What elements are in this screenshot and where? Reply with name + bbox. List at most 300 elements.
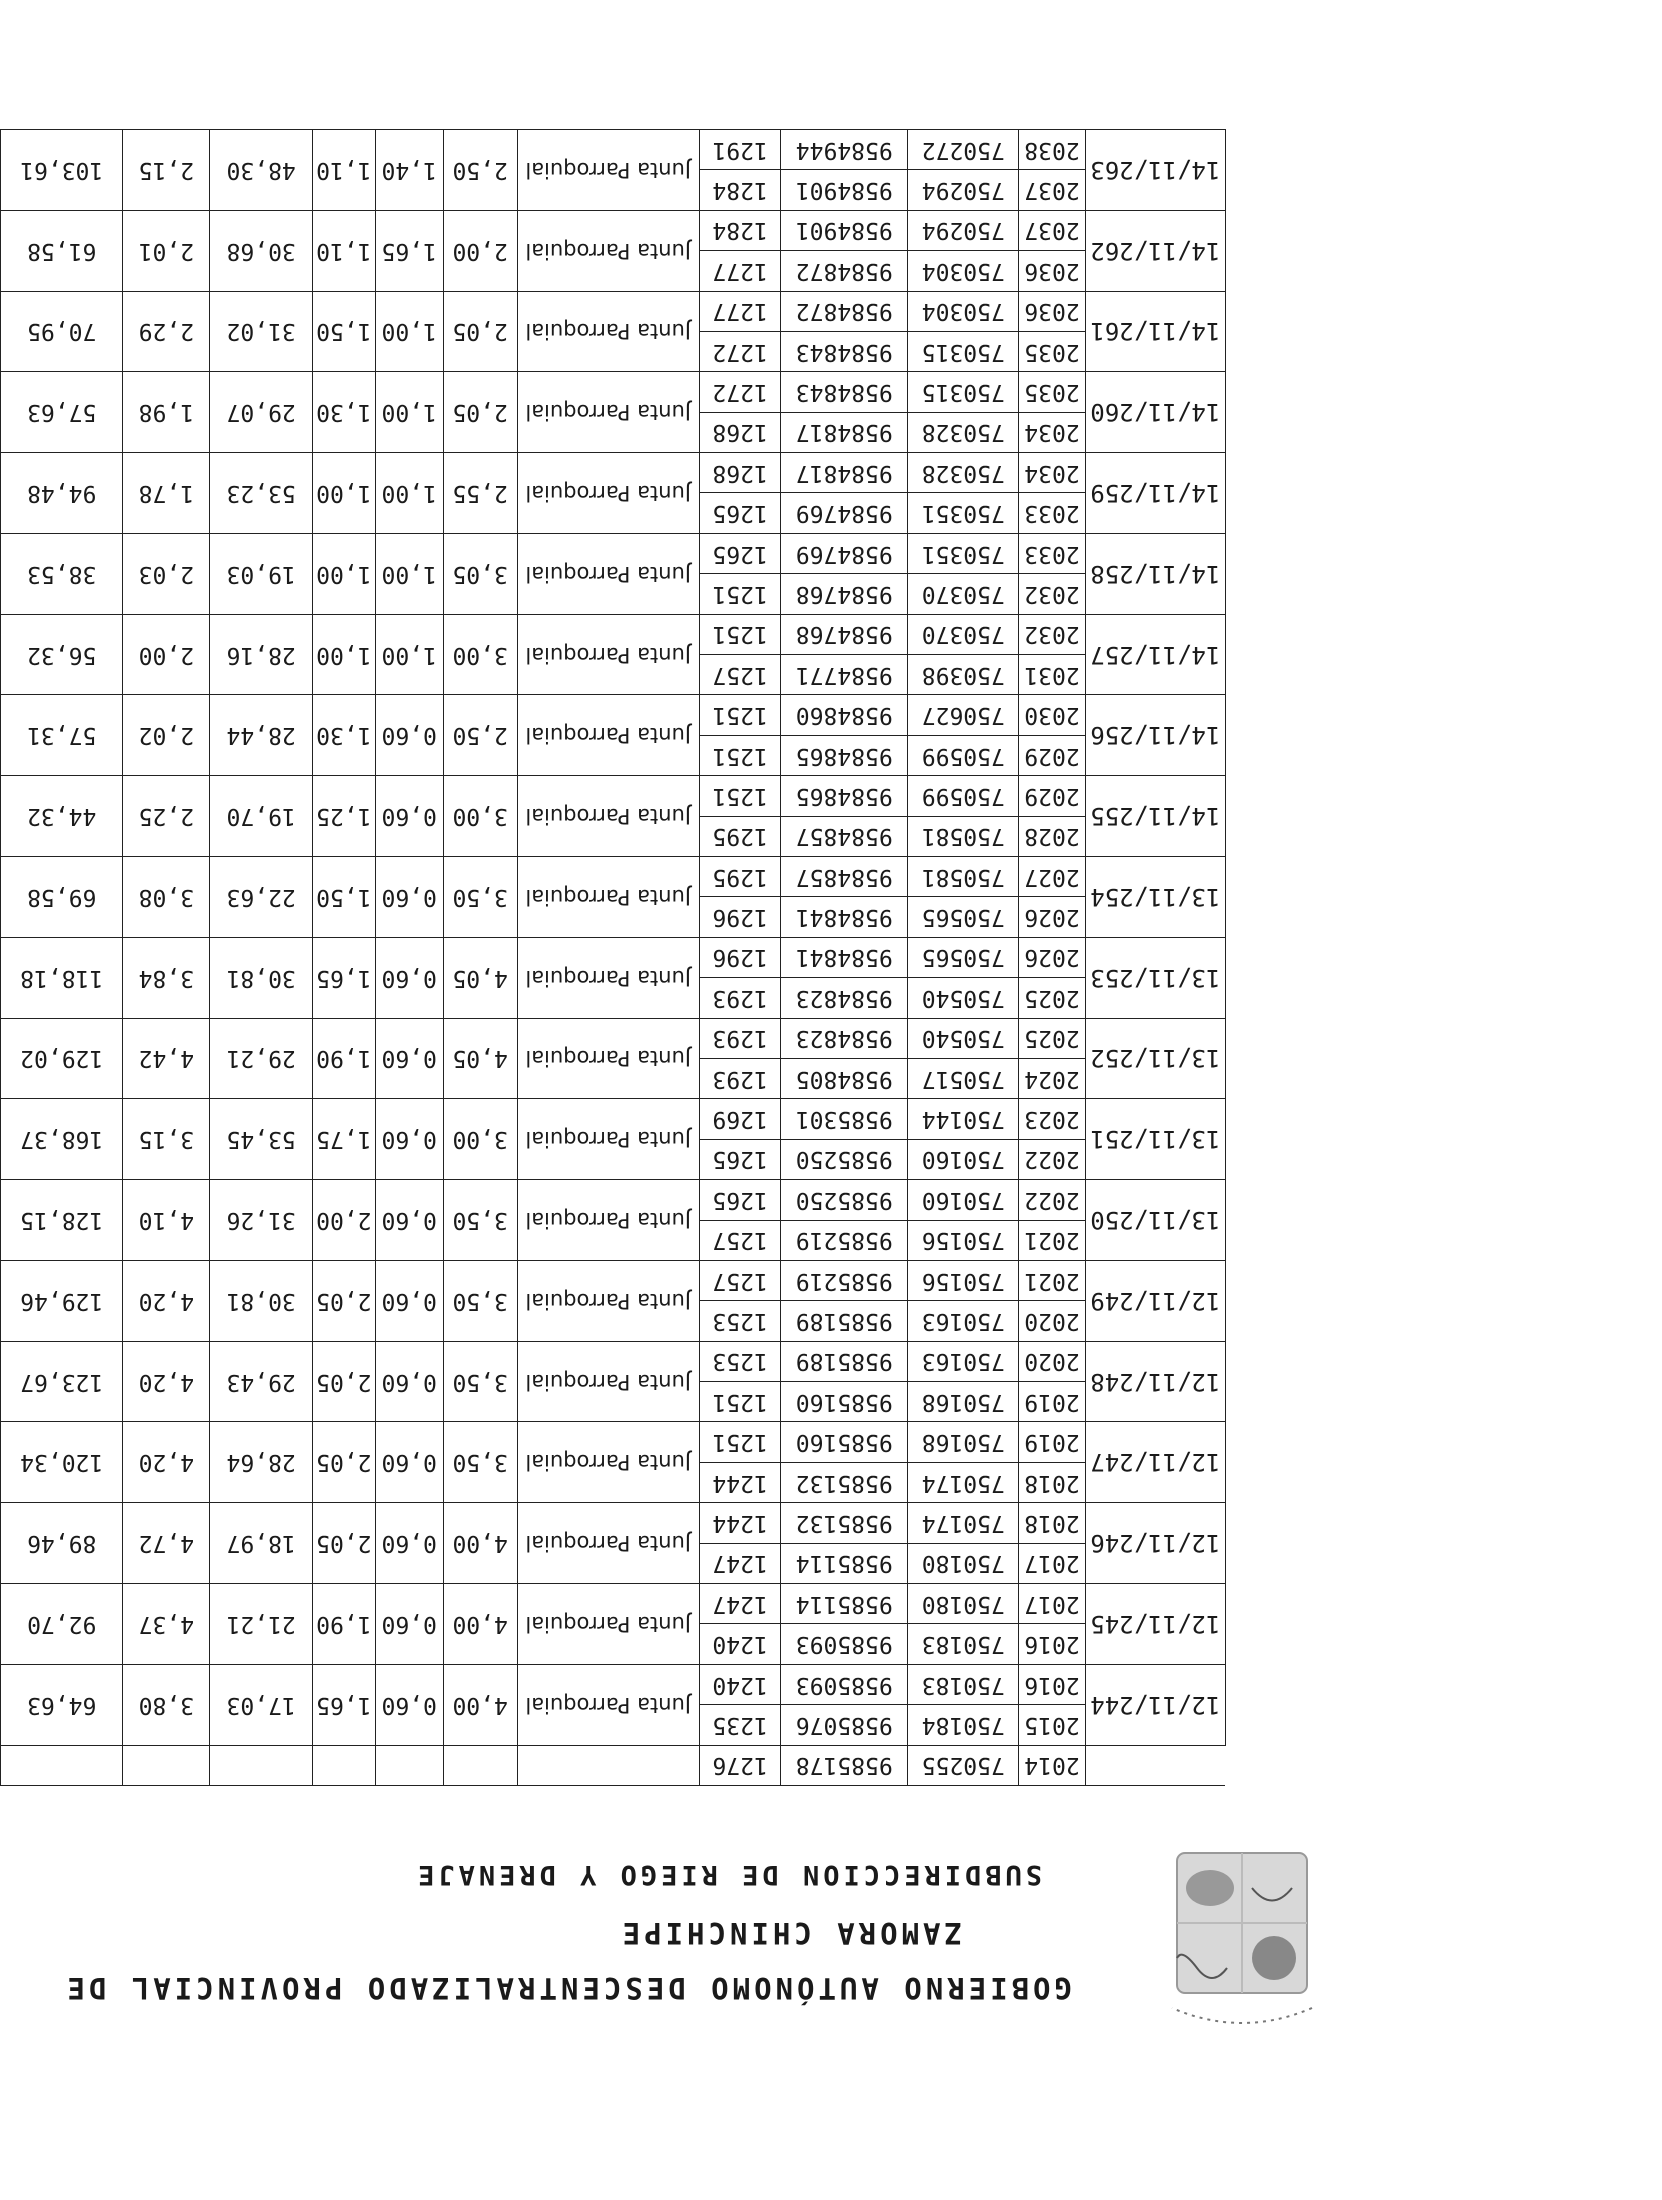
value-1: 3,50: [443, 1422, 517, 1503]
coord-y: 9585189: [781, 1301, 908, 1341]
value-3: 1,00: [313, 533, 376, 614]
value-3: 1,10: [313, 210, 376, 291]
value-1: 4,00: [443, 1584, 517, 1665]
point-id: 2026: [1019, 937, 1085, 977]
blank-cell: [210, 1745, 313, 1785]
blank-cell: [123, 1745, 210, 1785]
segment-code: 12/11/249: [1085, 1260, 1225, 1341]
value-4: 17,03: [210, 1664, 313, 1745]
coord-y: 9584771: [781, 655, 908, 695]
blank-cell: [313, 1745, 376, 1785]
elevation: 1251: [700, 735, 781, 775]
value-6: 118,18: [1, 937, 123, 1018]
header-line-3: SUBDIRECCION DE RIEGO Y DRENAJE: [414, 1859, 1042, 1890]
elevation: 1253: [700, 1341, 781, 1381]
coord-x: 750581: [908, 816, 1019, 856]
coord-x: 750398: [908, 655, 1019, 695]
value-6: 44,32: [1, 776, 123, 857]
segment-code: 14/11/261: [1085, 291, 1225, 372]
point-id: 2025: [1019, 1018, 1085, 1058]
table-row: [1, 170, 1226, 210]
value-5: 1,78: [123, 453, 210, 534]
coord-x: 750304: [908, 291, 1019, 331]
elevation: 1251: [700, 695, 781, 735]
institution: Junta Parroquial: [517, 1422, 699, 1503]
coord-x: 750581: [908, 857, 1019, 897]
coord-x: 750184: [908, 1705, 1019, 1745]
segment-code: 14/11/263: [1085, 129, 1225, 210]
coord-x: 750183: [908, 1664, 1019, 1704]
segment-code: 13/11/250: [1085, 1180, 1225, 1261]
coord-y: 9584823: [781, 1018, 908, 1058]
coord-x: 750156: [908, 1220, 1019, 1260]
segment-code: 14/11/260: [1085, 372, 1225, 453]
coord-y: 9585132: [781, 1462, 908, 1502]
institution: Junta Parroquial: [517, 1664, 699, 1745]
institution: Junta Parroquial: [517, 1180, 699, 1261]
value-5: 3,80: [123, 1664, 210, 1745]
value-1: 3,00: [443, 776, 517, 857]
institution: Junta Parroquial: [517, 1018, 699, 1099]
point-id: 2020: [1019, 1341, 1085, 1381]
coord-y: 9585301: [781, 1099, 908, 1139]
table-row: [1, 1220, 1226, 1260]
table-row: [1, 1745, 1226, 1785]
institution: Junta Parroquial: [517, 1099, 699, 1180]
value-2: 0,60: [375, 857, 443, 938]
value-5: 2,29: [123, 291, 210, 372]
elevation: 1235: [700, 1705, 781, 1745]
point-id: 2034: [1019, 453, 1085, 493]
coord-y: 9584865: [781, 735, 908, 775]
coord-y: 9584843: [781, 372, 908, 412]
table-row: [1, 1382, 1226, 1422]
value-6: 89,46: [1, 1503, 123, 1584]
value-2: 1,00: [375, 291, 443, 372]
value-4: 29,43: [210, 1341, 313, 1422]
coord-y: 9584944: [781, 129, 908, 169]
point-id: 2029: [1019, 776, 1085, 816]
coord-x: 750255: [908, 1745, 1019, 1785]
value-4: 28,64: [210, 1422, 313, 1503]
value-2: 0,60: [375, 1584, 443, 1665]
table-row: [1, 1139, 1226, 1179]
coord-x: 750294: [908, 170, 1019, 210]
coord-y: 9585160: [781, 1422, 908, 1462]
value-4: 28,44: [210, 695, 313, 776]
value-1: 3,50: [443, 1341, 517, 1422]
point-id: 2021: [1019, 1220, 1085, 1260]
institution: Junta Parroquial: [517, 776, 699, 857]
elevation: 1272: [700, 372, 781, 412]
elevation: 1284: [700, 210, 781, 250]
coord-x: 750163: [908, 1341, 1019, 1381]
table-row: [1, 816, 1226, 856]
coord-y: 9584860: [781, 695, 908, 735]
table-row: [1, 1624, 1226, 1664]
segment-code: 13/11/251: [1085, 1099, 1225, 1180]
value-4: 22,63: [210, 857, 313, 938]
coord-y: 9585132: [781, 1503, 908, 1543]
value-2: 0,60: [375, 776, 443, 857]
segment-code: 14/11/259: [1085, 453, 1225, 534]
value-3: 1,90: [313, 1018, 376, 1099]
segment-code: 12/11/245: [1085, 1584, 1225, 1665]
coord-y: 9585219: [781, 1220, 908, 1260]
point-id: 2033: [1019, 493, 1085, 533]
coord-y: 9585160: [781, 1382, 908, 1422]
value-2: 0,60: [375, 1503, 443, 1584]
value-4: 28,16: [210, 614, 313, 695]
elevation: 1265: [700, 1139, 781, 1179]
value-3: 1,90: [313, 1584, 376, 1665]
point-id: 2035: [1019, 372, 1085, 412]
point-id: 2022: [1019, 1139, 1085, 1179]
value-1: 2,00: [443, 210, 517, 291]
coord-x: 750160: [908, 1180, 1019, 1220]
segment-code: 13/11/252: [1085, 1018, 1225, 1099]
value-5: 4,20: [123, 1260, 210, 1341]
segment-code: 12/11/248: [1085, 1341, 1225, 1422]
point-id: 2038: [1019, 129, 1085, 169]
elevation: 1276: [700, 1745, 781, 1785]
elevation: 1272: [700, 331, 781, 371]
value-1: 3,05: [443, 533, 517, 614]
value-3: 2,05: [313, 1422, 376, 1503]
elevation: 1291: [700, 129, 781, 169]
institution: Junta Parroquial: [517, 1584, 699, 1665]
value-3: 1,30: [313, 695, 376, 776]
coord-x: 750517: [908, 1058, 1019, 1098]
coord-y: 9584841: [781, 937, 908, 977]
value-6: 129,46: [1, 1260, 123, 1341]
point-id: 2024: [1019, 1058, 1085, 1098]
value-3: 1,50: [313, 291, 376, 372]
value-4: 31,02: [210, 291, 313, 372]
value-5: 4,42: [123, 1018, 210, 1099]
value-1: 2,05: [443, 372, 517, 453]
point-id: 2032: [1019, 614, 1085, 654]
point-id: 2032: [1019, 574, 1085, 614]
point-id: 2017: [1019, 1584, 1085, 1624]
institution: Junta Parroquial: [517, 695, 699, 776]
table-row: [1, 493, 1226, 533]
elevation: 1277: [700, 251, 781, 291]
coord-x: 750156: [908, 1260, 1019, 1300]
value-5: 4,72: [123, 1503, 210, 1584]
value-2: 0,60: [375, 937, 443, 1018]
survey-table: [0, 129, 1226, 1786]
point-id: 2034: [1019, 412, 1085, 452]
elevation: 1244: [700, 1503, 781, 1543]
value-3: 1,65: [313, 1664, 376, 1745]
institution: Junta Parroquial: [517, 372, 699, 453]
value-2: 1,00: [375, 614, 443, 695]
value-3: 1,00: [313, 614, 376, 695]
elevation: 1257: [700, 1260, 781, 1300]
coord-x: 750315: [908, 331, 1019, 371]
elevation: 1265: [700, 533, 781, 573]
segment-code: 14/11/255: [1085, 776, 1225, 857]
coord-y: 9584901: [781, 170, 908, 210]
coord-x: 750315: [908, 372, 1019, 412]
institution: Junta Parroquial: [517, 1503, 699, 1584]
table-row: [1, 978, 1226, 1018]
value-3: 1,50: [313, 857, 376, 938]
elevation: 1251: [700, 574, 781, 614]
value-3: 1,10: [313, 129, 376, 210]
elevation: 1296: [700, 937, 781, 977]
value-5: 2,01: [123, 210, 210, 291]
segment-code: 14/11/258: [1085, 533, 1225, 614]
value-6: 92,70: [1, 1584, 123, 1665]
value-6: 168,37: [1, 1099, 123, 1180]
coord-x: 750351: [908, 493, 1019, 533]
coord-x: 750294: [908, 210, 1019, 250]
value-6: 57,31: [1, 695, 123, 776]
segment-code: 14/11/262: [1085, 210, 1225, 291]
value-2: 1,65: [375, 210, 443, 291]
point-id: 2031: [1019, 655, 1085, 695]
value-2: 0,60: [375, 1341, 443, 1422]
letterhead: [63, 1820, 1332, 2050]
elevation: 1251: [700, 1422, 781, 1462]
point-id: 2035: [1019, 331, 1085, 371]
value-5: 4,10: [123, 1180, 210, 1261]
value-6: 57,63: [1, 372, 123, 453]
point-id: 2017: [1019, 1543, 1085, 1583]
point-id: 2029: [1019, 735, 1085, 775]
coord-y: 9585250: [781, 1180, 908, 1220]
value-1: 3,50: [443, 1260, 517, 1341]
value-3: 1,65: [313, 937, 376, 1018]
coord-y: 9585093: [781, 1664, 908, 1704]
point-id: 2030: [1019, 695, 1085, 735]
value-3: 2,05: [313, 1260, 376, 1341]
elevation: 1257: [700, 655, 781, 695]
table-row: [1, 331, 1226, 371]
coord-x: 750168: [908, 1382, 1019, 1422]
value-2: 0,60: [375, 1018, 443, 1099]
table-row: [1, 655, 1226, 695]
value-6: 123,67: [1, 1341, 123, 1422]
value-1: 3,00: [443, 1099, 517, 1180]
elevation: 1268: [700, 412, 781, 452]
segment-code: 12/11/247: [1085, 1422, 1225, 1503]
value-6: 70,95: [1, 291, 123, 372]
value-5: 4,20: [123, 1341, 210, 1422]
coord-y: 9584857: [781, 816, 908, 856]
institution: Junta Parroquial: [517, 937, 699, 1018]
value-6: 94,48: [1, 453, 123, 534]
provincial-seal-icon: [1152, 1838, 1332, 2038]
value-2: 1,00: [375, 372, 443, 453]
point-id: 2025: [1019, 978, 1085, 1018]
table-row: [1, 735, 1226, 775]
coord-y: 9585114: [781, 1543, 908, 1583]
value-1: 4,05: [443, 1018, 517, 1099]
value-2: 0,60: [375, 1180, 443, 1261]
elevation: 1247: [700, 1584, 781, 1624]
elevation: 1265: [700, 493, 781, 533]
coord-y: 9584769: [781, 533, 908, 573]
point-id: 2027: [1019, 857, 1085, 897]
point-id: 2016: [1019, 1624, 1085, 1664]
table-row: [1, 251, 1226, 291]
coord-y: 9584843: [781, 331, 908, 371]
table-row: [1, 1543, 1226, 1583]
point-id: 2015: [1019, 1705, 1085, 1745]
point-id: 2016: [1019, 1664, 1085, 1704]
value-4: 21,21: [210, 1584, 313, 1665]
coord-x: 750174: [908, 1503, 1019, 1543]
value-6: 129,02: [1, 1018, 123, 1099]
value-2: 0,60: [375, 1422, 443, 1503]
value-3: 1,00: [313, 453, 376, 534]
value-4: 19,03: [210, 533, 313, 614]
point-id: 2023: [1019, 1099, 1085, 1139]
elevation: 1268: [700, 453, 781, 493]
elevation: 1284: [700, 170, 781, 210]
coord-y: 9584872: [781, 291, 908, 331]
coord-y: 9584857: [781, 857, 908, 897]
coord-y: 9584901: [781, 210, 908, 250]
coord-y: 9584865: [781, 776, 908, 816]
elevation: 1293: [700, 1018, 781, 1058]
coord-y: 9584841: [781, 897, 908, 937]
coord-x: 750627: [908, 695, 1019, 735]
coord-y: 9585189: [781, 1341, 908, 1381]
segment-code: 12/11/244: [1085, 1664, 1225, 1745]
value-4: 30,68: [210, 210, 313, 291]
value-2: 0,60: [375, 1260, 443, 1341]
coord-y: 9584768: [781, 614, 908, 654]
elevation: 1240: [700, 1664, 781, 1704]
segment-code: 13/11/253: [1085, 937, 1225, 1018]
value-5: 2,02: [123, 695, 210, 776]
coord-x: 750168: [908, 1422, 1019, 1462]
value-1: 4,00: [443, 1503, 517, 1584]
header-line-2: ZAMORA CHINCHIPE: [618, 1916, 962, 1950]
point-id: 2036: [1019, 251, 1085, 291]
coord-x: 750540: [908, 1018, 1019, 1058]
value-4: 30,81: [210, 1260, 313, 1341]
value-4: 19,70: [210, 776, 313, 857]
elevation: 1244: [700, 1462, 781, 1502]
institution: Junta Parroquial: [517, 614, 699, 695]
value-1: 2,50: [443, 695, 517, 776]
coord-x: 750180: [908, 1543, 1019, 1583]
point-id: 2028: [1019, 816, 1085, 856]
value-4: 48,30: [210, 129, 313, 210]
value-5: 4,37: [123, 1584, 210, 1665]
value-2: 1,00: [375, 533, 443, 614]
coord-y: 9585250: [781, 1139, 908, 1179]
elevation: 1295: [700, 857, 781, 897]
value-4: 53,23: [210, 453, 313, 534]
coord-x: 750370: [908, 574, 1019, 614]
coord-y: 9584823: [781, 978, 908, 1018]
coord-x: 750565: [908, 937, 1019, 977]
institution: Junta Parroquial: [517, 453, 699, 534]
elevation: 1293: [700, 1058, 781, 1098]
value-5: 2,00: [123, 614, 210, 695]
point-id: 2037: [1019, 210, 1085, 250]
institution: Junta Parroquial: [517, 857, 699, 938]
coord-x: 750328: [908, 453, 1019, 493]
segment-code: 12/11/246: [1085, 1503, 1225, 1584]
value-3: 1,75: [313, 1099, 376, 1180]
value-3: 1,25: [313, 776, 376, 857]
coord-y: 9585219: [781, 1260, 908, 1300]
institution: Junta Parroquial: [517, 1341, 699, 1422]
value-6: 61,58: [1, 210, 123, 291]
value-6: 56,32: [1, 614, 123, 695]
point-id: 2021: [1019, 1260, 1085, 1300]
value-3: 2,00: [313, 1180, 376, 1261]
table-row: [1, 1462, 1226, 1502]
elevation: 1251: [700, 1382, 781, 1422]
value-6: 103,61: [1, 129, 123, 210]
group-cell-empty: [1085, 1745, 1225, 1785]
value-5: 4,20: [123, 1422, 210, 1503]
coord-y: 9585178: [781, 1745, 908, 1785]
coord-x: 750370: [908, 614, 1019, 654]
coord-x: 750144: [908, 1099, 1019, 1139]
value-1: 3,50: [443, 1180, 517, 1261]
elevation: 1257: [700, 1220, 781, 1260]
value-5: 3,84: [123, 937, 210, 1018]
value-6: 64,63: [1, 1664, 123, 1745]
value-5: 3,08: [123, 857, 210, 938]
value-4: 30,81: [210, 937, 313, 1018]
elevation: 1296: [700, 897, 781, 937]
value-4: 18,97: [210, 1503, 313, 1584]
segment-code: 14/11/256: [1085, 695, 1225, 776]
table-row: [1, 1705, 1226, 1745]
value-1: 3,50: [443, 857, 517, 938]
value-6: 120,34: [1, 1422, 123, 1503]
elevation: 1251: [700, 776, 781, 816]
blank-cell: [517, 1745, 699, 1785]
value-1: 2,05: [443, 291, 517, 372]
institution: Junta Parroquial: [517, 1260, 699, 1341]
point-id: 2020: [1019, 1301, 1085, 1341]
point-id: 2014: [1019, 1745, 1085, 1785]
coord-y: 9584768: [781, 574, 908, 614]
elevation: 1265: [700, 1180, 781, 1220]
segment-code: 13/11/254: [1085, 857, 1225, 938]
point-id: 2019: [1019, 1422, 1085, 1462]
value-1: 4,05: [443, 937, 517, 1018]
point-id: 2036: [1019, 291, 1085, 331]
point-id: 2037: [1019, 170, 1085, 210]
value-3: 1,30: [313, 372, 376, 453]
blank-cell: [1, 1745, 123, 1785]
table-row: [1, 574, 1226, 614]
value-5: 3,15: [123, 1099, 210, 1180]
value-2: 1,00: [375, 453, 443, 534]
coord-x: 750599: [908, 735, 1019, 775]
blank-cell: [443, 1745, 517, 1785]
elevation: 1240: [700, 1624, 781, 1664]
value-2: 0,60: [375, 1099, 443, 1180]
point-id: 2018: [1019, 1462, 1085, 1502]
coord-x: 750183: [908, 1624, 1019, 1664]
value-1: 3,00: [443, 614, 517, 695]
value-5: 1,98: [123, 372, 210, 453]
coord-x: 750304: [908, 251, 1019, 291]
